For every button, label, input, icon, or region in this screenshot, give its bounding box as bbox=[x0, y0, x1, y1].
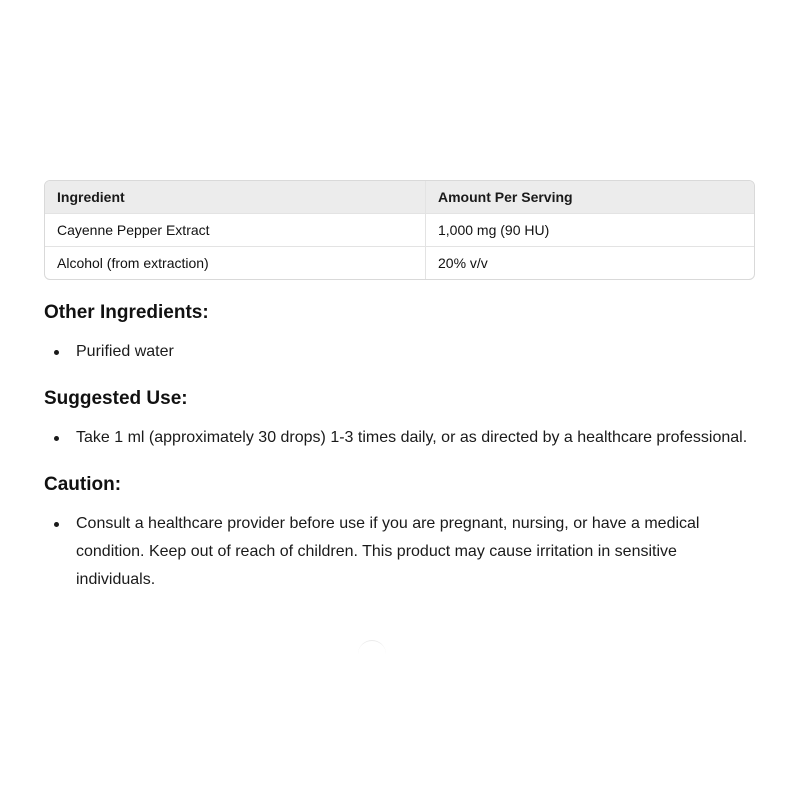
suggested-use-heading: Suggested Use: bbox=[44, 388, 188, 409]
scroll-indicator bbox=[358, 640, 386, 655]
ingredients-table bbox=[44, 180, 755, 280]
suggested-use-list bbox=[44, 424, 756, 452]
cell-amount: 1,000 mg (90 HU) bbox=[426, 214, 754, 247]
header-ingredient: Ingredient bbox=[45, 181, 426, 214]
other-ingredients-list bbox=[44, 338, 756, 366]
table-row bbox=[45, 214, 754, 247]
list-item: Consult a healthcare provider before use if you are pregnant, nursing, or have a medical condition. Keep out of reach of children. This product may cause irritation in sensitive individuals. bbox=[44, 510, 756, 594]
cell-ingredient: Alcohol (from extraction) bbox=[45, 247, 426, 279]
header-amount-per-serving: Amount Per Serving bbox=[426, 181, 754, 214]
list-item: Take 1 ml (approximately 30 drops) 1-3 times daily, or as directed by a healthcare professional. bbox=[44, 424, 756, 452]
caution-list bbox=[44, 510, 756, 594]
other-ingredients-heading: Other Ingredients: bbox=[44, 302, 209, 323]
table-row bbox=[45, 247, 754, 279]
cell-ingredient: Cayenne Pepper Extract bbox=[45, 214, 426, 247]
caution-heading: Caution: bbox=[44, 474, 122, 495]
list-item: Purified water bbox=[44, 338, 756, 366]
table-header-row bbox=[45, 181, 754, 214]
document-content bbox=[44, 180, 756, 594]
cell-amount: 20% v/v bbox=[438, 255, 488, 271]
